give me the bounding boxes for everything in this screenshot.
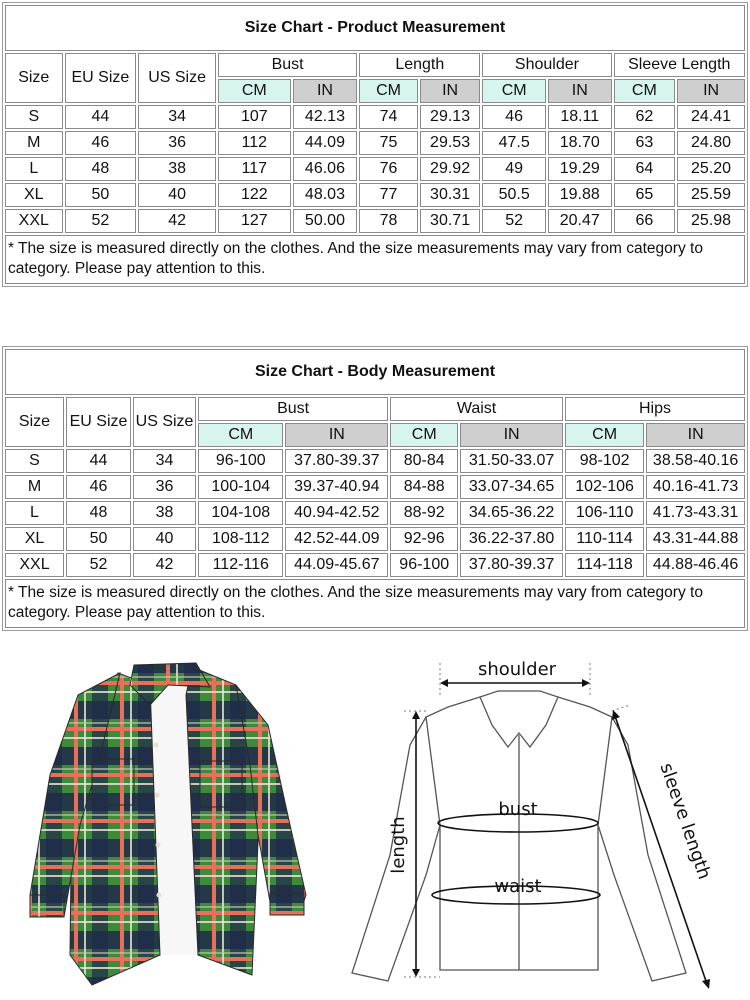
header-sleeve-length: Sleeve Length [614, 53, 745, 77]
table-cell: 34 [138, 105, 216, 129]
table-cell: 50 [65, 183, 137, 207]
table-cell: 29.53 [420, 131, 481, 155]
table-cell: 38 [138, 157, 216, 181]
table-cell: S [5, 105, 63, 129]
table-cell: 40.94-42.52 [285, 501, 388, 525]
table-cell: 50.5 [482, 183, 546, 207]
table-cell: 66 [614, 209, 676, 233]
product-chart-note: * The size is measured directly on the clothes. And the size measurements may vary from category to category. Please pay attention to this. [5, 235, 745, 284]
table-row [5, 501, 745, 525]
table-cell: XXL [5, 209, 63, 233]
table-cell: 37.80-39.37 [460, 553, 563, 577]
table-cell: 80-84 [390, 449, 458, 473]
label-shoulder: shoulder [477, 659, 557, 680]
table-cell: 31.50-33.07 [460, 449, 563, 473]
header-length: Length [359, 53, 480, 77]
table-cell: S [5, 449, 64, 473]
table-cell: 30.71 [420, 209, 481, 233]
table-cell: L [5, 157, 63, 181]
header-cm: CM [390, 423, 458, 447]
table-cell: 84-88 [390, 475, 458, 499]
table-cell: 46 [482, 105, 546, 129]
table-cell: 25.59 [677, 183, 745, 207]
table-cell: 30.31 [420, 183, 481, 207]
table-cell: 76 [359, 157, 418, 181]
table-cell: 36 [133, 475, 196, 499]
table-cell: 19.88 [548, 183, 612, 207]
table-cell: 20.47 [548, 209, 612, 233]
table-cell: 52 [66, 553, 131, 577]
table-cell: 39.37-40.94 [285, 475, 388, 499]
table-cell: 62 [614, 105, 676, 129]
header-cm: CM [218, 79, 291, 103]
label-bust: bust [498, 799, 538, 820]
header-bust: Bust [198, 397, 388, 421]
table-cell: 77 [359, 183, 418, 207]
table-row [5, 527, 745, 551]
table-row [5, 449, 745, 473]
table-cell: 36 [138, 131, 216, 155]
table-cell: 114-118 [565, 553, 644, 577]
table-row [5, 475, 745, 499]
table-cell: 96-100 [390, 553, 458, 577]
table-cell: XL [5, 527, 64, 551]
table-cell: 44 [65, 105, 137, 129]
label-length: length [388, 816, 409, 874]
header-in: IN [460, 423, 563, 447]
table-cell: 65 [614, 183, 676, 207]
table-cell: 44 [66, 449, 131, 473]
table-row [5, 553, 745, 577]
table-cell: 102-106 [565, 475, 644, 499]
table-cell: 29.92 [420, 157, 481, 181]
table-cell: 34 [133, 449, 196, 473]
header-in: IN [548, 79, 612, 103]
table-cell: 48.03 [293, 183, 358, 207]
header-us-size: US Size [138, 53, 216, 103]
header-cm: CM [614, 79, 676, 103]
header-shoulder: Shoulder [482, 53, 611, 77]
header-cm: CM [359, 79, 418, 103]
table-cell: 117 [218, 157, 291, 181]
table-cell: 44.88-46.46 [646, 553, 745, 577]
table-cell: 34.65-36.22 [460, 501, 563, 525]
header-in: IN [285, 423, 388, 447]
table-cell: 110-114 [565, 527, 644, 551]
table-cell: 37.80-39.37 [285, 449, 388, 473]
table-cell: 108-112 [198, 527, 283, 551]
table-cell: 18.70 [548, 131, 612, 155]
table-row [5, 105, 745, 129]
table-cell: 33.07-34.65 [460, 475, 563, 499]
table-row [5, 157, 745, 181]
table-cell: 50 [66, 527, 131, 551]
table-cell: L [5, 501, 64, 525]
table-cell: 42 [138, 209, 216, 233]
table-cell: 38 [133, 501, 196, 525]
illustration-area [0, 655, 750, 1000]
table-cell: 25.98 [677, 209, 745, 233]
table-cell: 46 [65, 131, 137, 155]
body-chart-rows [5, 449, 745, 577]
table-cell: 106-110 [565, 501, 644, 525]
body-chart-title: Size Chart - Body Measurement [5, 349, 745, 395]
header-cm: CM [565, 423, 644, 447]
product-chart-title: Size Chart - Product Measurement [5, 5, 745, 51]
table-cell: 41.73-43.31 [646, 501, 745, 525]
table-cell: 48 [66, 501, 131, 525]
table-cell: 74 [359, 105, 418, 129]
table-cell: 48 [65, 157, 137, 181]
table-cell: 29.13 [420, 105, 481, 129]
table-row [5, 131, 745, 155]
header-eu-size: EU Size [65, 53, 137, 103]
table-cell: 44.09-45.67 [285, 553, 388, 577]
table-cell: 78 [359, 209, 418, 233]
header-in: IN [677, 79, 745, 103]
table-cell: 24.80 [677, 131, 745, 155]
label-sleeve-length: sleeve length [655, 760, 715, 883]
product-chart-rows [5, 105, 745, 233]
header-hips: Hips [565, 397, 745, 421]
table-cell: 43.31-44.88 [646, 527, 745, 551]
table-cell: 40.16-41.73 [646, 475, 745, 499]
table-cell: 122 [218, 183, 291, 207]
table-cell: 38.58-40.16 [646, 449, 745, 473]
table-cell: 100-104 [198, 475, 283, 499]
table-cell: 50.00 [293, 209, 358, 233]
table-cell: 112 [218, 131, 291, 155]
table-cell: 92-96 [390, 527, 458, 551]
table-cell: M [5, 475, 64, 499]
header-us-size: US Size [133, 397, 196, 447]
table-cell: 36.22-37.80 [460, 527, 563, 551]
table-cell: 52 [65, 209, 137, 233]
header-bust: Bust [218, 53, 357, 77]
header-waist: Waist [390, 397, 563, 421]
table-cell: 75 [359, 131, 418, 155]
header-cm: CM [198, 423, 283, 447]
table-cell: 127 [218, 209, 291, 233]
table-cell: 52 [482, 209, 546, 233]
table-cell: 44.09 [293, 131, 358, 155]
table-cell: 42 [133, 553, 196, 577]
header-cm: CM [482, 79, 546, 103]
table-cell: 107 [218, 105, 291, 129]
table-cell: XXL [5, 553, 64, 577]
plaid-shirt-photo [0, 655, 320, 1000]
table-cell: XL [5, 183, 63, 207]
header-in: IN [293, 79, 358, 103]
table-cell: M [5, 131, 63, 155]
table-cell: 46 [66, 475, 131, 499]
table-cell: 112-116 [198, 553, 283, 577]
table-cell: 24.41 [677, 105, 745, 129]
table-row [5, 209, 745, 233]
measurement-diagram [330, 655, 750, 1000]
table-cell: 18.11 [548, 105, 612, 129]
table-cell: 47.5 [482, 131, 546, 155]
header-size: Size [5, 397, 64, 447]
table-cell: 88-92 [390, 501, 458, 525]
product-size-chart [2, 2, 748, 287]
header-in: IN [646, 423, 745, 447]
table-cell: 98-102 [565, 449, 644, 473]
table-cell: 96-100 [198, 449, 283, 473]
table-row [5, 183, 745, 207]
body-chart-note: * The size is measured directly on the clothes. And the size measurements may vary from category to category. Please pay attention to this. [5, 579, 745, 628]
table-cell: 42.13 [293, 105, 358, 129]
body-size-chart [2, 346, 748, 631]
table-cell: 25.20 [677, 157, 745, 181]
header-eu-size: EU Size [66, 397, 131, 447]
table-cell: 64 [614, 157, 676, 181]
table-cell: 49 [482, 157, 546, 181]
table-cell: 46.06 [293, 157, 358, 181]
table-cell: 42.52-44.09 [285, 527, 388, 551]
table-cell: 40 [138, 183, 216, 207]
table-cell: 19.29 [548, 157, 612, 181]
header-size: Size [5, 53, 63, 103]
header-in: IN [420, 79, 481, 103]
label-waist: waist [494, 876, 542, 897]
table-cell: 63 [614, 131, 676, 155]
table-cell: 40 [133, 527, 196, 551]
table-cell: 104-108 [198, 501, 283, 525]
